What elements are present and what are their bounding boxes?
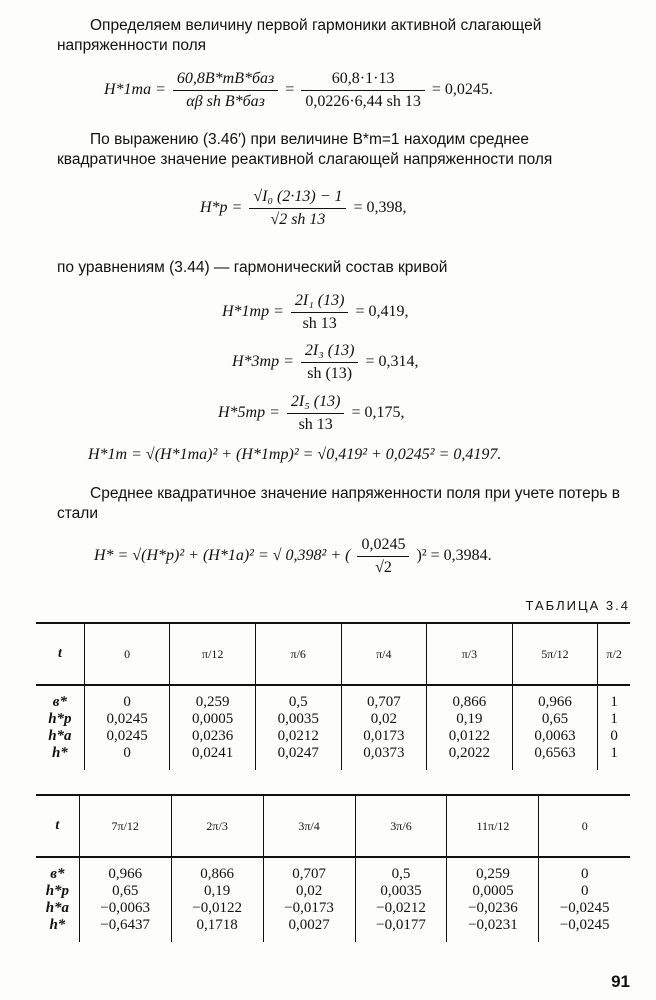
formula-h5mp-num: 2I₅ (13) xyxy=(287,393,345,414)
table-value: 1 xyxy=(610,694,618,710)
formula-h5mp-den: sh 13 xyxy=(298,416,333,433)
data-table-part-2 xyxy=(36,794,630,942)
table-value: 0,0063 xyxy=(534,728,576,744)
formula-htotal-result: )² = 0,3984. xyxy=(416,547,492,565)
table-value: 0,0122 xyxy=(448,728,491,744)
table-value: 0,5 xyxy=(391,866,411,882)
formula-h3mp-den: sh (13) xyxy=(307,365,353,382)
table-value: 0,966 xyxy=(538,694,572,710)
table-col-header: 2π/3 xyxy=(171,795,263,857)
table-value: 0,2022 xyxy=(448,745,491,761)
table-value: 0,0035 xyxy=(380,883,422,899)
table-col-header: 0 xyxy=(539,795,630,857)
formula-htotal-num: 0,0245 xyxy=(357,536,409,557)
table-value: −0,0122 xyxy=(192,900,242,916)
table-value: −0,0212 xyxy=(376,900,426,916)
table-col-header: π/12 xyxy=(170,623,256,685)
formula-htotal xyxy=(94,536,492,577)
table-cell-col-3 xyxy=(341,685,427,770)
formula-hp-num: √I₀ (2·13) − 1 xyxy=(249,188,346,209)
formula-h1mp xyxy=(222,292,408,333)
table-cell-col-3 xyxy=(355,857,447,942)
formula-htotal-lhs: H* = √(H*p)² + (H*1a)² = √ 0,398² + ( xyxy=(94,547,351,565)
table-cell-col-5 xyxy=(512,685,598,770)
table-value: 0,0212 xyxy=(277,728,319,744)
row-label-hp: h*p xyxy=(45,883,70,899)
table-value: 0,65 xyxy=(541,711,569,727)
table-col-header: 3π/4 xyxy=(263,795,355,857)
table-cell-col-5 xyxy=(539,857,630,942)
table-value: −0,6437 xyxy=(100,917,151,933)
formula-h1ma-den2: 0,0226·6,44 sh 13 xyxy=(305,93,421,110)
table-value: 0,0035 xyxy=(277,711,319,727)
table-value: 0,0373 xyxy=(363,745,405,761)
formula-h1mp-result: = 0,419, xyxy=(355,303,409,321)
table-value: −0,0245 xyxy=(559,917,610,933)
table-header-row xyxy=(36,795,630,857)
formula-h1mp-lhs: H*1mp = xyxy=(222,303,284,321)
row-label-hp: h*p xyxy=(48,711,72,727)
table-value: −0,0245 xyxy=(559,900,610,916)
formula-h1mp-den: sh 13 xyxy=(302,315,337,332)
table-cell-col-6 xyxy=(598,685,630,770)
table-value: 0,0005 xyxy=(192,711,234,727)
formula-hp-den: √2 sh 13 xyxy=(270,211,326,228)
table-value: 0,866 xyxy=(200,866,234,882)
table-cell-col-0 xyxy=(79,857,171,942)
row-labels xyxy=(36,857,79,942)
table-cell-col-4 xyxy=(427,685,513,770)
table-value: 0 xyxy=(580,866,589,882)
formula-h5mp-lhs: H*5mp = xyxy=(218,404,280,422)
formula-h1ma-lhs: H*1ma = xyxy=(104,81,166,99)
table-value: 0,0245 xyxy=(106,711,148,727)
table-value: −0,0173 xyxy=(284,900,334,916)
table-col-header: 3π/6 xyxy=(355,795,447,857)
formula-h3mp-num: 2I₃ (13) xyxy=(301,342,359,363)
formula-hp xyxy=(200,188,407,229)
row-label-h: h* xyxy=(49,917,66,933)
table-cell-col-1 xyxy=(171,857,263,942)
formula-h1ma-num1: 60,8B*mB*баз xyxy=(173,70,278,91)
paragraph-3: по уравнениям (3.44) — гармонический состав кривой xyxy=(57,259,448,276)
formula-h1ma: H*1ma = $\frac{\text{60,8B*mB*баз}}{\text{αβ sh B*баз}}$ = $\frac{60,8\cdot 1\cdot 13}{0,0226\cdot 6,44 sh 13}$ = 0,0245. xyxy=(104,70,493,110)
row-label-b: в* xyxy=(50,866,65,882)
table-value: 0,1718 xyxy=(196,917,238,933)
table-value: 0,0173 xyxy=(363,728,405,744)
data-table-part-1 xyxy=(36,622,630,770)
table-value: 0,19 xyxy=(204,883,231,899)
table-value: 1 xyxy=(610,745,618,761)
table-header-label: t xyxy=(55,818,60,833)
row-label-ha: h*a xyxy=(48,728,72,744)
table-value: 0,966 xyxy=(108,866,143,882)
formula-h1mp-num: 2I₁ (13) xyxy=(291,292,349,313)
table-value: 0 xyxy=(123,694,131,710)
table-value: 1 xyxy=(610,711,618,727)
table-col-header: 5π/12 xyxy=(512,623,598,685)
table-cell-col-0 xyxy=(84,685,170,770)
table-value: 0,0245 xyxy=(106,728,148,744)
table-value: 0,259 xyxy=(476,866,510,882)
formula-h5mp-result: = 0,175, xyxy=(351,404,405,422)
table-value: 0 xyxy=(580,883,589,899)
formula-h1ma-den1: αβ sh B*баз xyxy=(186,93,265,110)
table-value: 0,707 xyxy=(292,866,326,882)
table-cell-col-4 xyxy=(447,857,539,942)
table-value: 0,866 xyxy=(452,694,487,710)
table-cell-col-2 xyxy=(255,685,341,770)
table-col-header: π/3 xyxy=(427,623,513,685)
table-value: 0,5 xyxy=(288,694,308,710)
formula-h1m: H*1m = √(H*1ma)² + (H*1mp)² = √0,419² + 0,0245² = 0,4197. xyxy=(88,446,502,463)
table-col-header: π/4 xyxy=(341,623,427,685)
table-value: 0,02 xyxy=(295,883,323,899)
table-value: 0,0241 xyxy=(192,745,234,761)
row-label-ha: h*a xyxy=(45,900,70,916)
formula-h1ma-result: = 0,0245. xyxy=(431,81,493,99)
table-caption: ТАБЛИЦА 3.4 xyxy=(525,598,630,613)
table-body-row xyxy=(36,685,630,770)
table-value: 0,0236 xyxy=(192,728,234,744)
table-value: 0,19 xyxy=(456,711,483,727)
table-col-header: 0 xyxy=(84,623,170,685)
page-number: 91 xyxy=(611,972,630,991)
table-header-row xyxy=(36,623,630,685)
table-cell-col-2 xyxy=(263,857,355,942)
table-value: −0,0177 xyxy=(376,917,426,933)
paragraph-2: По выражению (3.46′) при величине B*m=1 находим среднее квадратичное значение реактивной слагающей напряженности поля xyxy=(57,131,553,168)
table-value: −0,0063 xyxy=(100,900,151,916)
table-header-label: t xyxy=(57,646,62,661)
table-value: 0 xyxy=(123,745,131,761)
table-value: 0,707 xyxy=(366,694,401,710)
table-value: 0 xyxy=(610,728,618,744)
table-col-header: 7π/12 xyxy=(79,795,171,857)
formula-h3mp-result: = 0,314, xyxy=(365,353,419,371)
table-value: −0,0236 xyxy=(468,900,518,916)
formula-h1ma-num2: 60,8·1·13 xyxy=(301,70,425,91)
table-col-header: π/2 xyxy=(598,623,630,685)
formula-htotal-den: √2 xyxy=(375,559,392,576)
row-label-h: h* xyxy=(51,745,68,761)
table-value: 0,02 xyxy=(370,711,397,727)
formula-hp-result: = 0,398, xyxy=(353,199,407,217)
table-col-header: 11π/12 xyxy=(447,795,539,857)
formula-h3mp xyxy=(232,342,418,383)
formula-hp-lhs: H*p = xyxy=(200,199,243,217)
table-value: 0,259 xyxy=(195,694,230,710)
table-value: 0,0005 xyxy=(472,883,514,899)
formula-h3mp-lhs: H*3mp = xyxy=(232,353,294,371)
table-value: 0,65 xyxy=(112,883,139,899)
table-value: 0,0247 xyxy=(277,745,319,761)
table-body-row xyxy=(36,857,630,942)
paragraph-1: Определяем величину первой гармоники активной слагающей напряженности поля xyxy=(57,17,542,54)
paragraph-4: Среднее квадратичное значение напряженности поля при учете потерь в стали xyxy=(57,485,620,522)
table-value: −0,0231 xyxy=(468,917,518,933)
table-value: 0,6563 xyxy=(534,745,576,761)
row-labels xyxy=(36,685,84,770)
table-cell-col-1 xyxy=(170,685,256,770)
table-col-header: π/6 xyxy=(255,623,341,685)
formula-h5mp xyxy=(218,393,404,434)
row-label-b: в* xyxy=(52,694,67,710)
table-value: 0,0027 xyxy=(288,917,330,933)
